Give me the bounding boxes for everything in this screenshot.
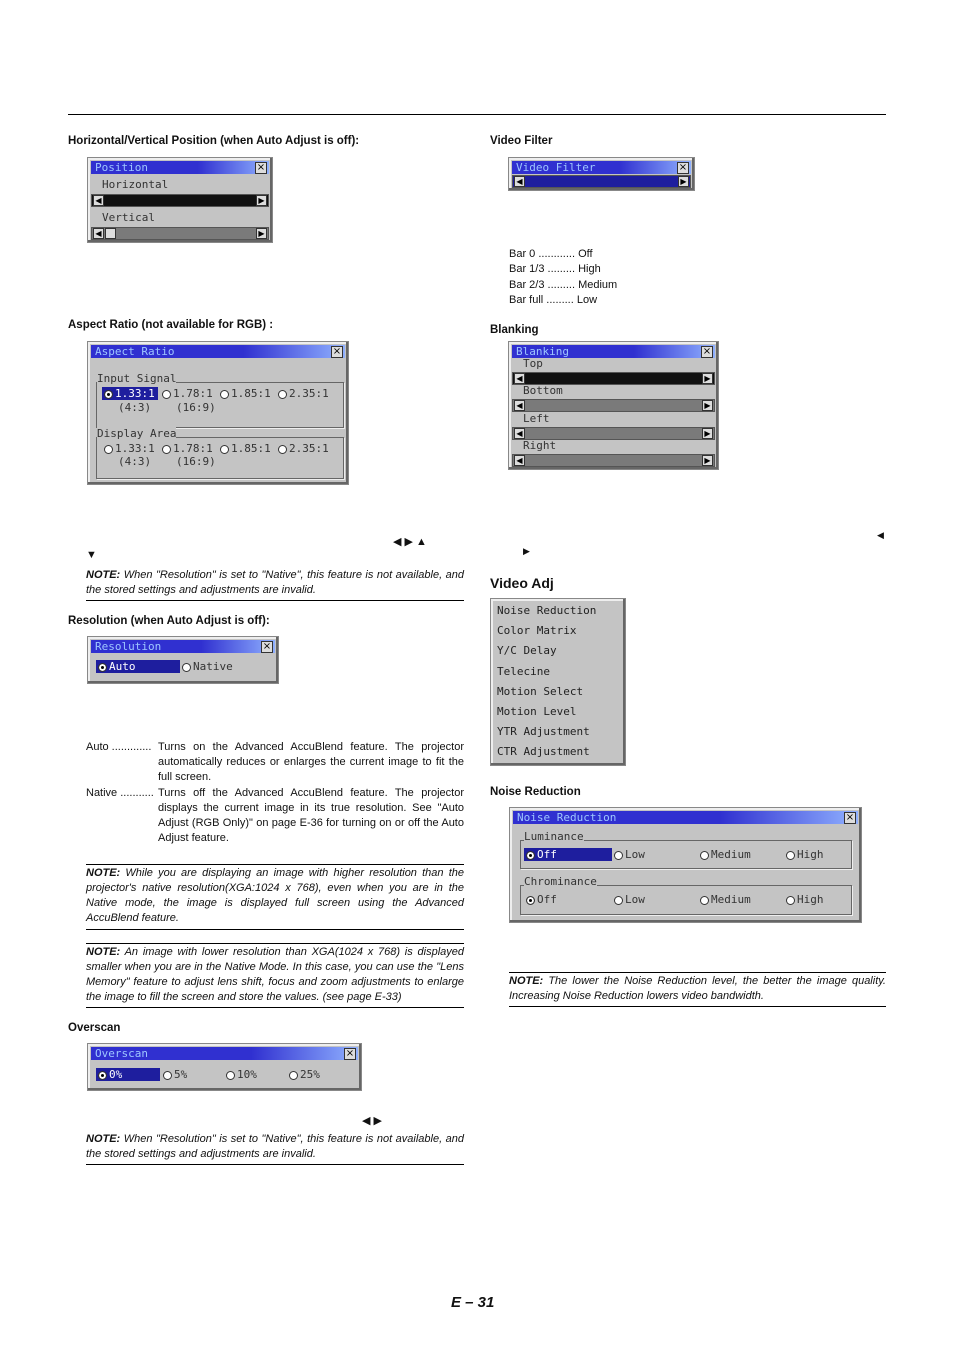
aspect-arrow-down: ▼ [86,549,97,561]
radio-dot [700,851,709,860]
note-2-bottom-rule [86,929,464,930]
chrominance-label: Chrominance [524,875,597,888]
bar-2-3: Bar 2/3 ......... Medium [509,279,618,291]
vertical-label: Vertical [102,211,155,224]
overscan-0-option[interactable]: 0% [98,1068,122,1081]
blanking-dialog [508,341,719,470]
page-number: E – 31 [451,1294,495,1311]
sub-4-3: (4:3) [118,455,152,468]
sub-4-3: (4:3) [118,401,152,414]
note-5: NOTE: The lower the Noise Reduction level, the better the image quality. Increasing Noise Reduction lowers video bandwidth. [509,975,886,1002]
auto-description: Turns on the Advanced AccuBlend feature. The projector automatically reduces or enlarges the current image to fit the full screen. [158,741,464,783]
overscan-25-option[interactable]: 25% [289,1068,320,1081]
note-2: NOTE: While you are displaying an image with higher resolution than the projector's native resolution(XGA:1024 x 768), even when you are in the Native mode, the image is displayed full screen using the Advanced AccuBlend feature. [86,867,464,924]
menu-item-noise-reduction[interactable]: Noise Reduction [497,604,597,617]
bottom-label: Bottom [523,384,563,397]
top-rule [68,114,886,115]
close-icon[interactable]: × [845,812,855,823]
radio-dot [700,896,709,905]
input-signal-label: Input Signal [97,372,177,385]
note-2-top-rule [86,864,464,865]
overscan-dialog [87,1043,362,1091]
chrominance-low-option[interactable]: Low [614,893,645,906]
menu-item-motion-level[interactable]: Motion Level [497,705,577,718]
arrow-left-icon[interactable]: ◀ [514,428,525,439]
slider-thumb[interactable] [105,228,116,239]
resolution-title-bar [91,640,275,653]
aspect-ratio-heading: Aspect Ratio (not available for RGB) : [68,319,274,331]
radio-dot [278,445,287,454]
note-1: NOTE: When "Resolution" is set to "Native", this feature is not available, and the stored settings and adjustments are invalid. [86,569,464,596]
close-icon[interactable]: × [702,346,712,357]
aspect-title: Aspect Ratio [95,345,175,358]
close-icon[interactable]: × [332,346,342,357]
close-icon[interactable]: × [678,162,688,173]
note-3-bottom-rule [86,1007,464,1008]
resolution-dialog [87,636,279,684]
radio-dot [289,1071,298,1080]
chrominance-medium-option[interactable]: Medium [700,893,751,906]
display-option-2-35[interactable]: 2.35:1 [278,442,329,455]
video-adj-menu [490,598,626,766]
right-label: Right [523,439,557,452]
arrow-left-icon[interactable]: ◀ [514,176,525,187]
nr-title: Noise Reduction [517,811,617,824]
blanking-arrow-right: ▶ [523,546,530,556]
radio-dot [220,390,229,399]
radio-dot [614,851,623,860]
note-3: NOTE: An image with lower resolution than XGA(1024 x 768) is displayed smaller when you are in the Native Mode. In this case, you can use the "Lens Memory" feature to adjust lens shift, focus and zoom adjustments to enlarge the image to fill the screen and store the values. (see page E-33) [86,946,464,1003]
bottom-slider[interactable] [512,399,715,412]
radio-dot [163,1071,172,1080]
arrow-left-icon[interactable]: ◀ [514,455,525,466]
radio-dot [98,663,107,672]
resolution-title: Resolution [95,640,162,653]
radio-dot [526,896,535,905]
menu-item-ctr-adjustment[interactable]: CTR Adjustment [497,745,590,758]
note-1-rule [86,600,464,601]
blanking-heading: Blanking [490,324,539,336]
nr-title-bar [513,811,858,824]
arrow-right-icon[interactable]: ▶ [702,428,713,439]
sub-16-9: (16:9) [176,401,216,414]
position-dialog [87,157,273,243]
top-label: Top [523,357,543,370]
arrow-left-icon[interactable]: ◀ [93,228,104,239]
resolution-heading: Resolution (when Auto Adjust is off): [68,615,270,627]
vertical-slider[interactable] [91,227,269,240]
luminance-label: Luminance [524,830,584,843]
radio-dot [786,851,795,860]
input-option-2-35[interactable]: 2.35:1 [278,387,329,400]
right-slider[interactable] [512,454,715,467]
arrow-right-icon[interactable]: ▶ [256,228,267,239]
auto-term: Auto ............. [86,741,152,753]
video-filter-slider[interactable] [512,175,691,188]
close-icon[interactable]: × [256,162,266,173]
display-option-1-85[interactable]: 1.85:1 [220,442,271,455]
bar-full: Bar full ......... Low [509,294,598,306]
resolution-native-option[interactable]: Native [182,660,233,673]
blanking-title: Blanking [516,345,569,358]
input-option-1-78[interactable]: 1.78:1 [162,387,213,400]
bar-0: Bar 0 ............ Off [509,248,593,260]
luminance-off-option[interactable]: Off [526,848,557,861]
radio-dot [614,896,623,905]
horizontal-slider[interactable] [91,194,269,207]
menu-item-ytr-adjustment[interactable]: YTR Adjustment [497,725,590,738]
noise-reduction-dialog [509,807,862,923]
arrow-right-icon[interactable]: ▶ [702,373,713,384]
radio-dot [220,445,229,454]
note-4-rule [86,1164,464,1165]
position-title: Position [95,161,148,174]
close-icon[interactable]: × [262,641,272,652]
native-term: Native ........... [86,787,154,799]
radio-dot [278,390,287,399]
note-5-bottom-rule [509,1006,886,1007]
input-option-1-85[interactable]: 1.85:1 [220,387,271,400]
aspect-title-bar [91,345,345,358]
menu-item-yc-delay[interactable]: Y/C Delay [497,644,557,657]
overscan-title: Overscan [95,1047,148,1060]
luminance-low-option[interactable]: Low [614,848,645,861]
radio-dot [182,663,191,672]
resolution-auto-option[interactable]: Auto [98,660,136,673]
video-filter-heading: Video Filter [490,135,553,147]
radio-dot [526,851,535,860]
display-option-1-78[interactable]: 1.78:1 [162,442,213,455]
arrow-right-icon[interactable]: ▶ [256,195,267,206]
luminance-high-option[interactable]: High [786,848,824,861]
overscan-title-bar [91,1047,358,1060]
video-filter-title-bar [512,161,691,174]
arrow-left-icon[interactable]: ◀ [514,373,525,384]
native-description: Turns off the Advanced AccuBlend feature. The projector displays the current image in its true resolution. See "Auto Adjust (RGB Only)" on page E-36 for turning on or off the Auto Adjust feature. [158,787,464,844]
menu-item-motion-select[interactable]: Motion Select [497,685,584,698]
arrow-left-icon[interactable]: ◀ [514,400,525,411]
chrominance-high-option[interactable]: High [786,893,824,906]
aspect-ratio-dialog [87,341,349,485]
radio-dot [226,1071,235,1080]
arrow-left-icon[interactable]: ◀ [93,195,104,206]
radio-dot [162,445,171,454]
noise-reduction-heading: Noise Reduction [490,786,581,798]
radio-dot [104,390,113,399]
note-5-top-rule [509,972,886,973]
video-adj-heading: Video Adj [490,575,554,591]
overscan-arrows: ◀ ▶ [362,1115,382,1127]
sub-16-9: (16:9) [176,455,216,468]
menu-item-color-matrix[interactable]: Color Matrix [497,624,577,637]
video-filter-dialog [508,157,695,191]
close-icon[interactable]: × [345,1048,355,1059]
left-label: Left [523,412,550,425]
radio-dot [104,445,113,454]
overscan-heading: Overscan [68,1022,121,1034]
overscan-5-option[interactable]: 5% [163,1068,187,1081]
display-option-1-33[interactable]: 1.33:1 [104,442,155,455]
note-4: NOTE: When "Resolution" is set to "Native", this feature is not available, and the stored settings and adjustments are invalid. [86,1133,464,1160]
arrow-right-icon[interactable]: ▶ [702,400,713,411]
display-area-label: Display Area [97,427,177,440]
radio-dot [98,1071,107,1080]
radio-dot [162,390,171,399]
bar-1-3: Bar 1/3 ......... High [509,263,601,275]
aspect-arrows: ◀ ▶ ▲ [393,536,427,548]
radio-dot [786,896,795,905]
blanking-arrow-left: ◀ [877,530,884,540]
arrow-right-icon[interactable]: ▶ [702,455,713,466]
note-3-top-rule [86,943,464,944]
position-title-bar [91,161,269,174]
arrow-right-icon[interactable]: ▶ [678,176,689,187]
horizontal-label: Horizontal [102,178,169,191]
chrominance-off-option[interactable]: Off [526,893,557,906]
luminance-medium-option[interactable]: Medium [700,848,751,861]
overscan-10-option[interactable]: 10% [226,1068,257,1081]
menu-item-telecine[interactable]: Telecine [497,665,550,678]
hv-position-heading: Horizontal/Vertical Position (when Auto Adjust is off): [68,135,360,147]
input-option-1-33[interactable]: 1.33:1 [104,387,155,400]
video-filter-title: Video Filter [516,161,596,174]
